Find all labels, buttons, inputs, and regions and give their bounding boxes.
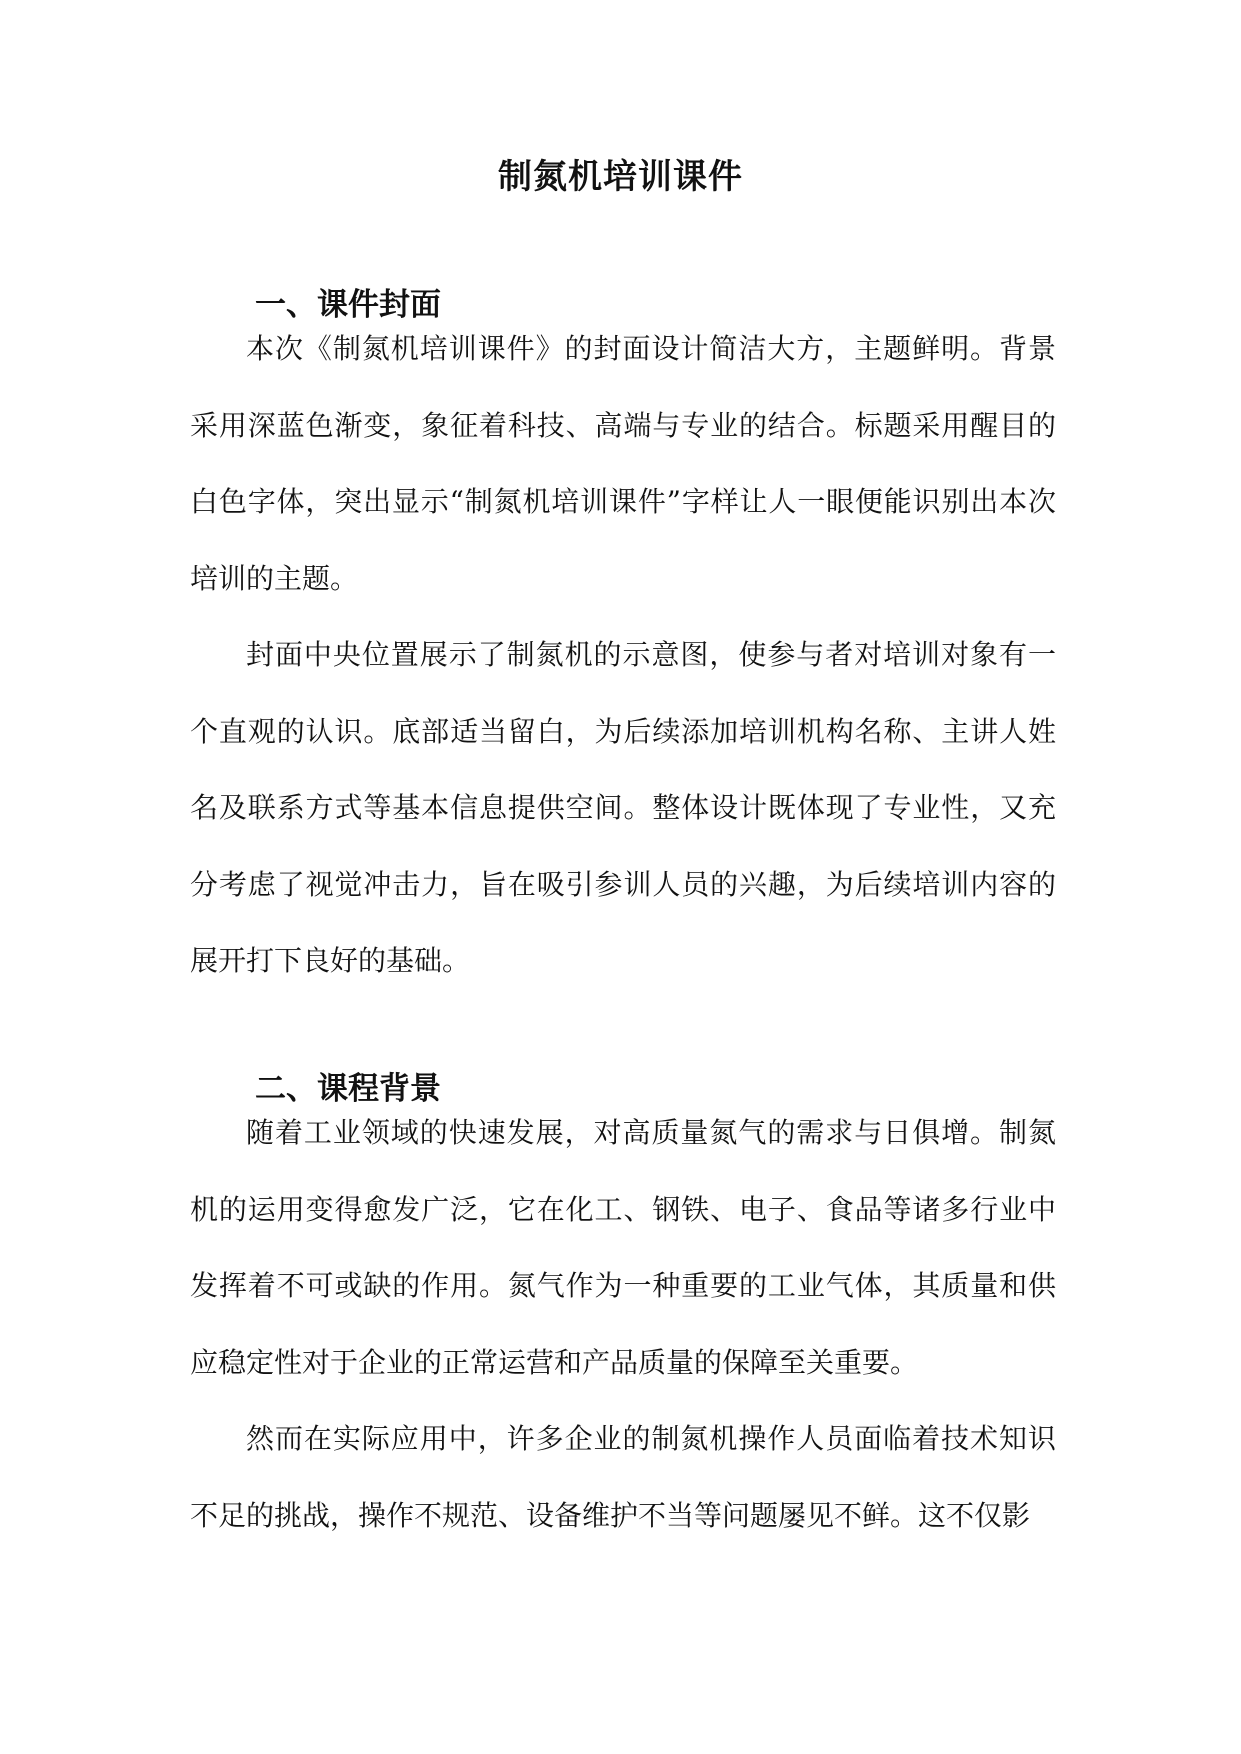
paragraph-background-2: 然而在实际应用中，许多企业的制氮机操作人员面临着技术知识不足的挑战，操作不规范、设备维护不当等问题屡见不鲜。这不仅影 xyxy=(190,1422,1056,1532)
section-heading-background: 二、课程背景 xyxy=(255,1071,441,1107)
section-heading-cover: 一、课件封面 xyxy=(255,287,441,323)
paragraph-background-1: 随着工业领域的快速发展，对高质量氮气的需求与日俱增。制氮机的运用变得愈发广泛，它在化工、钢铁、电子、食品等诸多行业中发挥着不可或缺的作用。氮气作为一种重要的工业气体，其质量和供应稳定性对于企业的正常运营和产品质量的保障至关重要。 xyxy=(190,1116,1056,1379)
document-title: 制氮机培训课件 xyxy=(498,157,743,197)
paragraph-cover-2: 封面中央位置展示了制氮机的示意图，使参与者对培训对象有一个直观的认识。底部适当留白，为后续添加培训机构名称、主讲人姓名及联系方式等基本信息提供空间。整体设计既体现了专业性，又充分考虑了视觉冲击力，旨在吸引参训人员的兴趣，为后续培训内容的展开打下良好的基础。 xyxy=(190,638,1056,977)
paragraph-cover-1: 本次《制氮机培训课件》的封面设计简洁大方，主题鲜明。背景采用深蓝色渐变，象征着科技、高端与专业的结合。标题采用醒目的白色字体，突出显示“制氮机培训课件”字样让人一眼便能识别出本次培训的主题。 xyxy=(190,332,1056,595)
